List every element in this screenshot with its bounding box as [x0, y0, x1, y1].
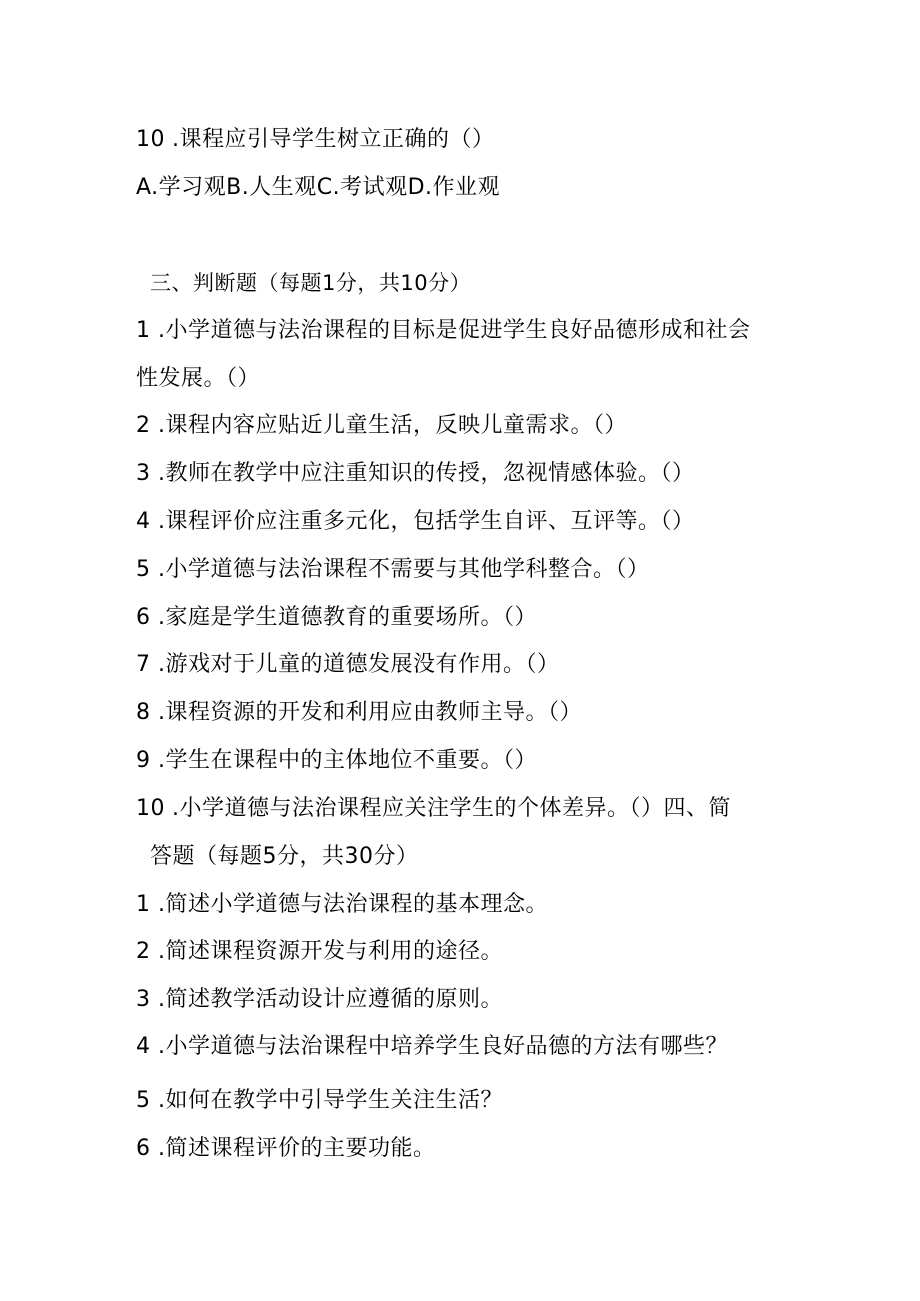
question-text: .课程应引导学生树立正确的（）: [172, 127, 495, 152]
item-number: 5: [136, 557, 151, 582]
tf-item-8: [136, 698, 582, 728]
tf-item-9: [136, 746, 537, 776]
tf-item-4: [136, 507, 695, 537]
tf-item-1: [136, 316, 751, 346]
tf-item-5: [136, 555, 650, 585]
item-text-continued: 答题（每题5分，共30分）: [150, 844, 419, 869]
item-number: 4: [136, 509, 151, 534]
item-text-continued: 性发展。（）: [136, 366, 261, 391]
item-number: 5: [136, 1088, 151, 1113]
answer-options: A.学习观B.人生观C.考试观D.作业观: [136, 175, 501, 200]
item-text: .小学道德与法治课程中培养学生良好品德的方法有哪些？: [158, 1034, 728, 1059]
item-number: 2: [136, 413, 151, 438]
item-text: .游戏对于儿童的道德发展没有作用。（）: [158, 652, 560, 677]
item-number: 1: [136, 892, 151, 917]
item-text: .课程评价应注重多元化，包括学生自评、互评等。（）: [158, 509, 695, 534]
tf-item-10-continued: [150, 842, 419, 872]
question-number: 10: [136, 127, 165, 152]
item-text: .课程资源的开发和利用应由教师主导。（）: [158, 700, 582, 725]
item-number: 6: [136, 1136, 151, 1161]
tf-item-6: [136, 603, 537, 633]
item-number: 4: [136, 1034, 151, 1059]
item-number: 6: [136, 605, 151, 630]
item-text: .小学道德与法治课程不需要与其他学科整合。（）: [158, 557, 650, 582]
item-number: 2: [136, 939, 151, 964]
item-number: 3: [136, 987, 151, 1012]
tf-item-7: [136, 650, 560, 680]
item-number: 8: [136, 700, 151, 725]
mc-question-10-options: [136, 173, 500, 203]
sa-item-1: [136, 890, 548, 920]
item-text: .如何在教学中引导学生关注生活？: [158, 1088, 503, 1113]
section-heading-true-false: [150, 268, 471, 298]
item-text: .小学道德与法治课程应关注学生的个体差异。（）四、简: [172, 796, 731, 821]
sa-item-2: [136, 937, 503, 967]
item-text: .简述课程资源开发与利用的途径。: [158, 939, 503, 964]
item-text: .小学道德与法治课程的目标是促进学生良好品德形成和社会: [158, 318, 751, 343]
item-text: .简述课程评价的主要功能。: [158, 1136, 436, 1161]
item-text: .学生在课程中的主体地位不重要。（）: [158, 748, 537, 773]
sa-item-5: [136, 1086, 503, 1116]
mc-question-10: [136, 125, 495, 155]
item-text: .课程内容应贴近儿童生活，反映儿童需求。（）: [158, 413, 627, 438]
item-number: 3: [136, 461, 151, 486]
sa-item-6: [136, 1134, 436, 1164]
sa-item-3: [136, 985, 503, 1015]
sa-item-4: [136, 1032, 728, 1062]
item-text: .简述教学活动设计应遵循的原则。: [158, 987, 503, 1012]
tf-item-3: [136, 459, 695, 489]
section-heading-text: 三、判断题（每题1分，共10分）: [150, 271, 472, 295]
item-number: 1: [136, 318, 151, 343]
tf-item-1-continued: [136, 364, 260, 394]
item-number: 10: [136, 796, 165, 821]
item-text: .教师在教学中应注重知识的传授，忽视情感体验。（）: [158, 461, 695, 486]
item-number: 7: [136, 652, 151, 677]
tf-item-10: [136, 794, 731, 824]
item-number: 9: [136, 748, 151, 773]
tf-item-2: [136, 411, 627, 441]
item-text: .简述小学道德与法治课程的基本理念。: [158, 892, 548, 917]
item-text: .家庭是学生道德教育的重要场所。（）: [158, 605, 537, 630]
